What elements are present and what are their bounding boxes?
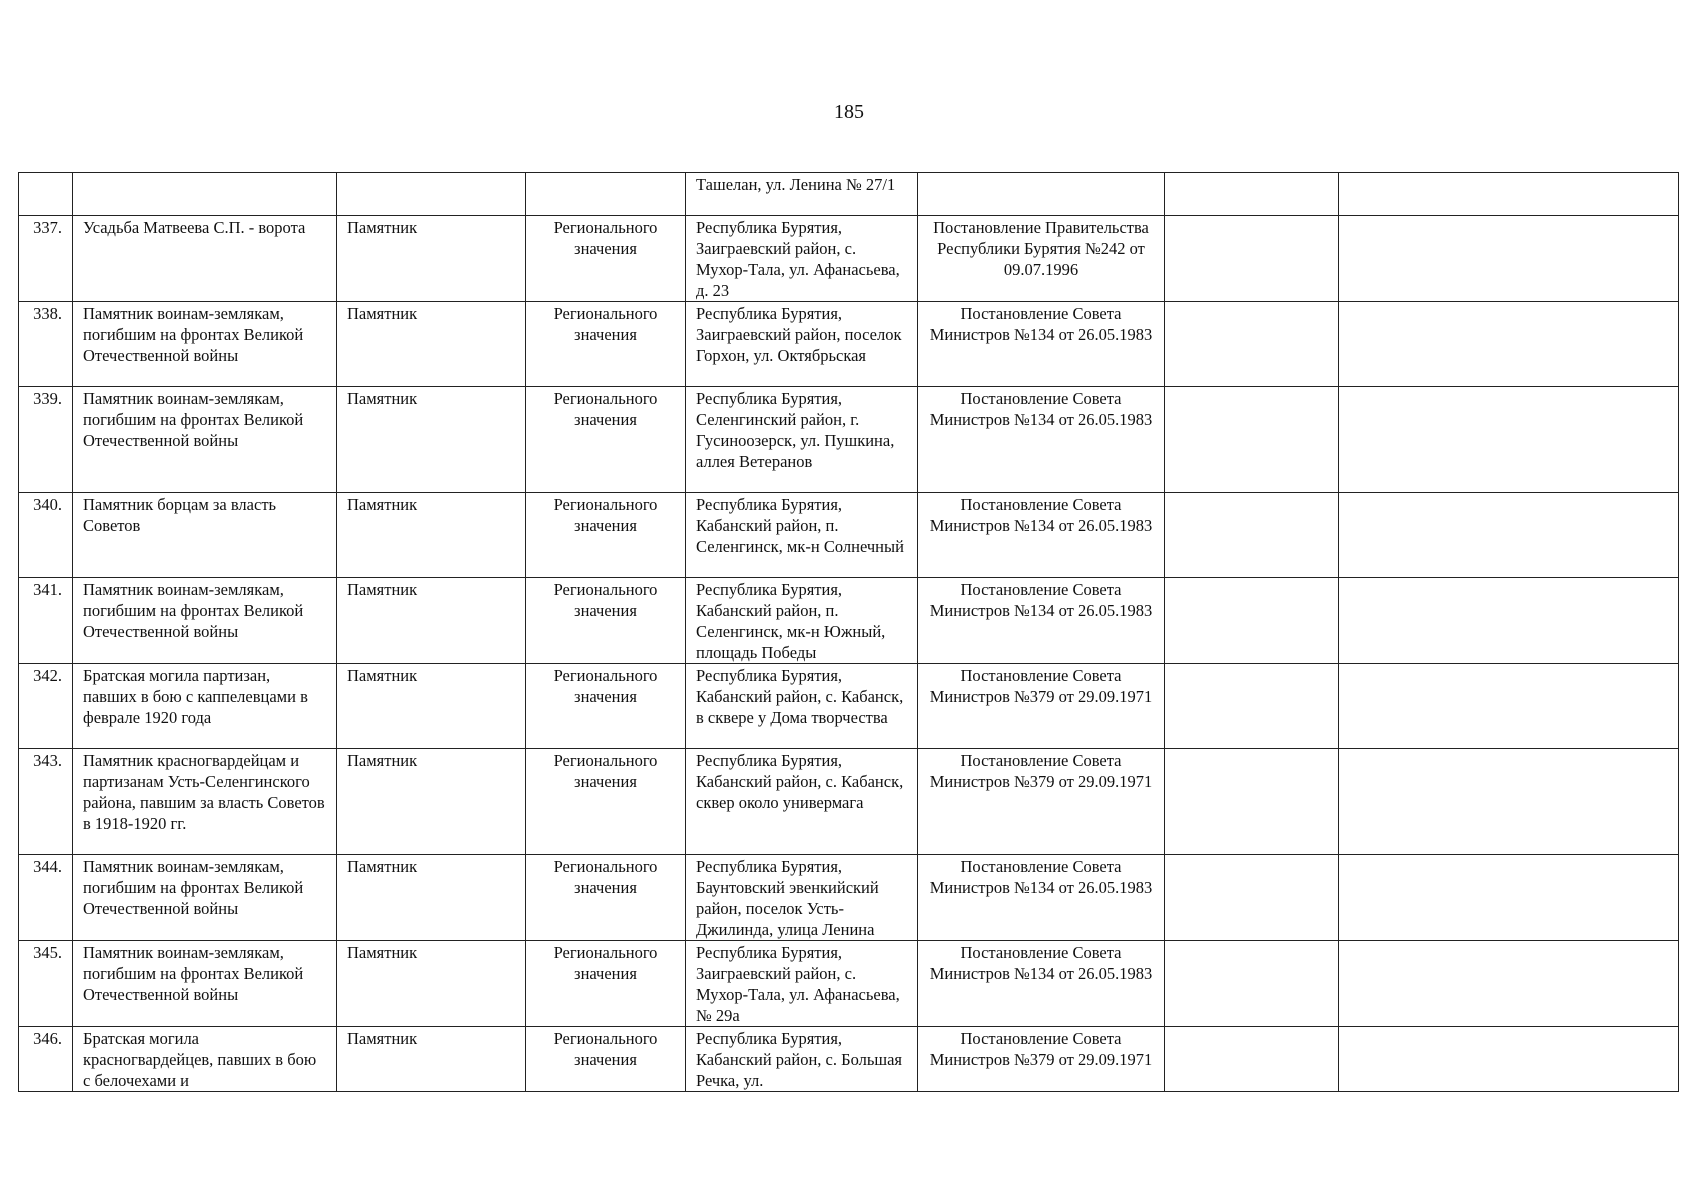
object-category	[526, 173, 686, 216]
table-row	[19, 855, 1679, 941]
empty-cell	[1165, 302, 1339, 387]
empty-cell	[1339, 941, 1679, 1027]
object-address: Республика Бурятия, Кабанский район, п. Селенгинск, мк-н Солнечный	[686, 493, 918, 578]
object-name: Памятник борцам за власть Советов	[73, 493, 337, 578]
object-address: Республика Бурятия, Кабанский район, с. Кабанск, сквер около универмага	[686, 749, 918, 855]
object-type: Памятник	[337, 387, 526, 493]
table-row	[19, 749, 1679, 855]
legal-document: Постановление Совета Министров №134 от 26.05.1983	[918, 578, 1165, 664]
empty-cell	[1339, 1027, 1679, 1092]
object-name: Усадьба Матвеева С.П. - ворота	[73, 216, 337, 302]
object-address: Республика Бурятия, Кабанский район, п. Селенгинск, мк-н Южный, площадь Победы	[686, 578, 918, 664]
empty-cell	[1165, 1027, 1339, 1092]
object-name: Братская могила партизан, павших в бою с каппелевцами в феврале 1920 года	[73, 664, 337, 749]
table-row	[19, 173, 1679, 216]
table-row	[19, 387, 1679, 493]
row-number: 345.	[19, 941, 73, 1027]
object-type: Памятник	[337, 941, 526, 1027]
object-type: Памятник	[337, 1027, 526, 1092]
table-row	[19, 664, 1679, 749]
row-number: 342.	[19, 664, 73, 749]
legal-document: Постановление Совета Министров №134 от 26.05.1983	[918, 493, 1165, 578]
legal-document: Постановление Совета Министров №134 от 26.05.1983	[918, 941, 1165, 1027]
heritage-registry-table	[18, 172, 1679, 1092]
empty-cell	[1165, 578, 1339, 664]
legal-document: Постановление Совета Министров №379 от 29.09.1971	[918, 1027, 1165, 1092]
empty-cell	[1339, 578, 1679, 664]
object-category: Регионального значения	[526, 302, 686, 387]
empty-cell	[1165, 855, 1339, 941]
object-category: Регионального значения	[526, 855, 686, 941]
object-address: Республика Бурятия, Заиграевский район, с. Мухор-Тала, ул. Афанасьева, д. 23	[686, 216, 918, 302]
empty-cell	[1165, 387, 1339, 493]
object-name: Памятник воинам-землякам, погибшим на фронтах Великой Отечественной войны	[73, 302, 337, 387]
table-row	[19, 1027, 1679, 1092]
empty-cell	[1165, 749, 1339, 855]
object-type	[337, 173, 526, 216]
row-number	[19, 173, 73, 216]
object-type: Памятник	[337, 578, 526, 664]
row-number: 341.	[19, 578, 73, 664]
table-row	[19, 216, 1679, 302]
empty-cell	[1339, 664, 1679, 749]
object-type: Памятник	[337, 664, 526, 749]
object-category: Регионального значения	[526, 578, 686, 664]
empty-cell	[1339, 173, 1679, 216]
empty-cell	[1339, 855, 1679, 941]
object-address: Республика Бурятия, Кабанский район, с. Кабанск, в сквере у Дома творчества	[686, 664, 918, 749]
empty-cell	[1339, 216, 1679, 302]
object-category: Регионального значения	[526, 216, 686, 302]
object-category: Регионального значения	[526, 664, 686, 749]
table-row	[19, 493, 1679, 578]
object-name: Братская могила красногвардейцев, павших в бою с белочехами и	[73, 1027, 337, 1092]
row-number: 340.	[19, 493, 73, 578]
object-type: Памятник	[337, 216, 526, 302]
object-address: Республика Бурятия, Кабанский район, с. Большая Речка, ул.	[686, 1027, 918, 1092]
object-name: Памятник воинам-землякам, погибшим на фронтах Великой Отечественной войны	[73, 855, 337, 941]
legal-document	[918, 173, 1165, 216]
empty-cell	[1165, 493, 1339, 578]
object-category: Регионального значения	[526, 941, 686, 1027]
legal-document: Постановление Совета Министров №379 от 29.09.1971	[918, 664, 1165, 749]
row-number: 346.	[19, 1027, 73, 1092]
object-category: Регионального значения	[526, 387, 686, 493]
object-name: Памятник красногвардейцам и партизанам Усть-Селенгинского района, павшим за власть Советов в 1918-1920 гг.	[73, 749, 337, 855]
object-name: Памятник воинам-землякам, погибшим на фронтах Великой Отечественной войны	[73, 578, 337, 664]
object-category: Регионального значения	[526, 1027, 686, 1092]
object-name: Памятник воинам-землякам, погибшим на фронтах Великой Отечественной войны	[73, 387, 337, 493]
legal-document: Постановление Правительства Республики Бурятия №242 от 09.07.1996	[918, 216, 1165, 302]
object-type: Памятник	[337, 493, 526, 578]
object-type: Памятник	[337, 749, 526, 855]
object-address: Республика Бурятия, Селенгинский район, г. Гусиноозерск, ул. Пушкина, аллея Ветеранов	[686, 387, 918, 493]
empty-cell	[1339, 493, 1679, 578]
row-number: 338.	[19, 302, 73, 387]
object-name: Памятник воинам-землякам, погибшим на фронтах Великой Отечественной войны	[73, 941, 337, 1027]
row-number: 344.	[19, 855, 73, 941]
empty-cell	[1339, 302, 1679, 387]
table-row	[19, 941, 1679, 1027]
object-address: Республика Бурятия, Заиграевский район, поселок Горхон, ул. Октябрьская	[686, 302, 918, 387]
object-name	[73, 173, 337, 216]
object-address: Ташелан, ул. Ленина № 27/1	[686, 173, 918, 216]
legal-document: Постановление Совета Министров №134 от 26.05.1983	[918, 302, 1165, 387]
empty-cell	[1165, 664, 1339, 749]
legal-document: Постановление Совета Министров №134 от 26.05.1983	[918, 387, 1165, 493]
legal-document: Постановление Совета Министров №134 от 26.05.1983	[918, 855, 1165, 941]
object-type: Памятник	[337, 855, 526, 941]
row-number: 337.	[19, 216, 73, 302]
empty-cell	[1165, 216, 1339, 302]
empty-cell	[1339, 749, 1679, 855]
legal-document: Постановление Совета Министров №379 от 29.09.1971	[918, 749, 1165, 855]
table-row	[19, 302, 1679, 387]
empty-cell	[1165, 173, 1339, 216]
object-address: Республика Бурятия, Баунтовский эвенкийский район, поселок Усть-Джилинда, улица Ленина	[686, 855, 918, 941]
empty-cell	[1165, 941, 1339, 1027]
row-number: 339.	[19, 387, 73, 493]
object-address: Республика Бурятия, Заиграевский район, с. Мухор-Тала, ул. Афанасьева, № 29а	[686, 941, 918, 1027]
object-category: Регионального значения	[526, 493, 686, 578]
object-type: Памятник	[337, 302, 526, 387]
table-row	[19, 578, 1679, 664]
row-number: 343.	[19, 749, 73, 855]
page-number: 185	[834, 101, 864, 123]
object-category: Регионального значения	[526, 749, 686, 855]
empty-cell	[1339, 387, 1679, 493]
